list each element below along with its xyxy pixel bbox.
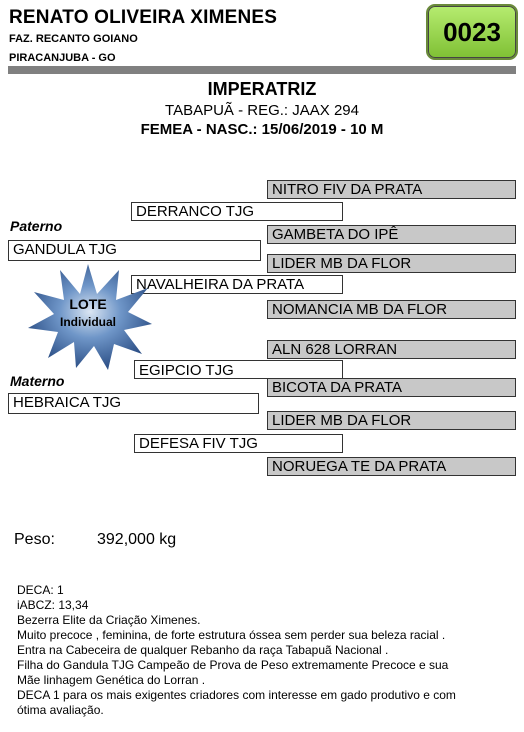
desc-line: Mãe linhagem Genética do Lorran . bbox=[17, 673, 206, 687]
lote-label: LOTE bbox=[69, 296, 107, 312]
farm-name: FAZ. RECANTO GOIANO bbox=[9, 33, 138, 45]
desc-line: DECA 1 para os mais exigentes criadores com interesse em gado produtivo e com bbox=[17, 688, 456, 702]
animal-sex-birth: FEMEA - NASC.: 15/06/2019 - 10 M bbox=[140, 121, 384, 138]
sire-dam-box: NAVALHEIRA DA PRATA bbox=[131, 275, 343, 294]
ggp-box-6: BICOTA DA PRATA bbox=[267, 378, 516, 397]
weight-label: Peso: bbox=[14, 531, 55, 548]
ggp-box-4: NOMANCIA MB DA FLOR bbox=[267, 300, 516, 319]
dam-dam-box: DEFESA FIV TJG bbox=[134, 434, 343, 453]
weight-value: 392,000 kg bbox=[97, 531, 177, 548]
sire-sire-box: DERRANCO TJG bbox=[131, 202, 343, 221]
owner-name: RENATO OLIVEIRA XIMENES bbox=[9, 7, 278, 28]
lot-number-badge: 0023 bbox=[426, 4, 518, 60]
desc-line: iABCZ: 13,34 bbox=[17, 598, 89, 612]
individual-label: Individual bbox=[59, 315, 116, 329]
desc-line: ótima avaliação. bbox=[17, 703, 104, 717]
ggp-box-1: NITRO FIV DA PRATA bbox=[267, 180, 516, 199]
animal-breed-reg: TABAPUÃ - REG.: JAAX 294 bbox=[165, 102, 359, 119]
ggp-box-5: ALN 628 LORRAN bbox=[267, 340, 516, 359]
sire-box: GANDULA TJG bbox=[8, 240, 261, 261]
desc-line: Bezerra Elite da Criação Ximenes. bbox=[17, 613, 201, 627]
maternal-label: Materno bbox=[10, 373, 65, 389]
desc-line: Entra na Cabeceira de qualquer Rebanho da raça Tabapuã Nacional . bbox=[17, 643, 389, 657]
desc-line: Muito precoce , feminina, de forte estrutura óssea sem perder sua beleza racial . bbox=[17, 628, 446, 642]
farm-city: PIRACANJUBA - GO bbox=[9, 52, 116, 64]
desc-line: DECA: 1 bbox=[17, 583, 64, 597]
ggp-box-8: NORUEGA TE DA PRATA bbox=[267, 457, 516, 476]
ggp-box-2: GAMBETA DO IPÊ bbox=[267, 225, 516, 244]
dam-sire-box: EGIPCIO TJG bbox=[134, 360, 343, 379]
description bbox=[17, 583, 517, 718]
desc-line: Filha do Gandula TJG Campeão de Prova de Peso extremamente Precoce e sua bbox=[17, 658, 449, 672]
header-divider bbox=[8, 66, 516, 74]
paternal-label: Paterno bbox=[10, 218, 63, 234]
ggp-box-7: LIDER MB DA FLOR bbox=[267, 411, 516, 430]
dam-box: HEBRAICA TJG bbox=[8, 393, 259, 414]
animal-name: IMPERATRIZ bbox=[207, 79, 317, 99]
ggp-box-3: LIDER MB DA FLOR bbox=[267, 254, 516, 273]
